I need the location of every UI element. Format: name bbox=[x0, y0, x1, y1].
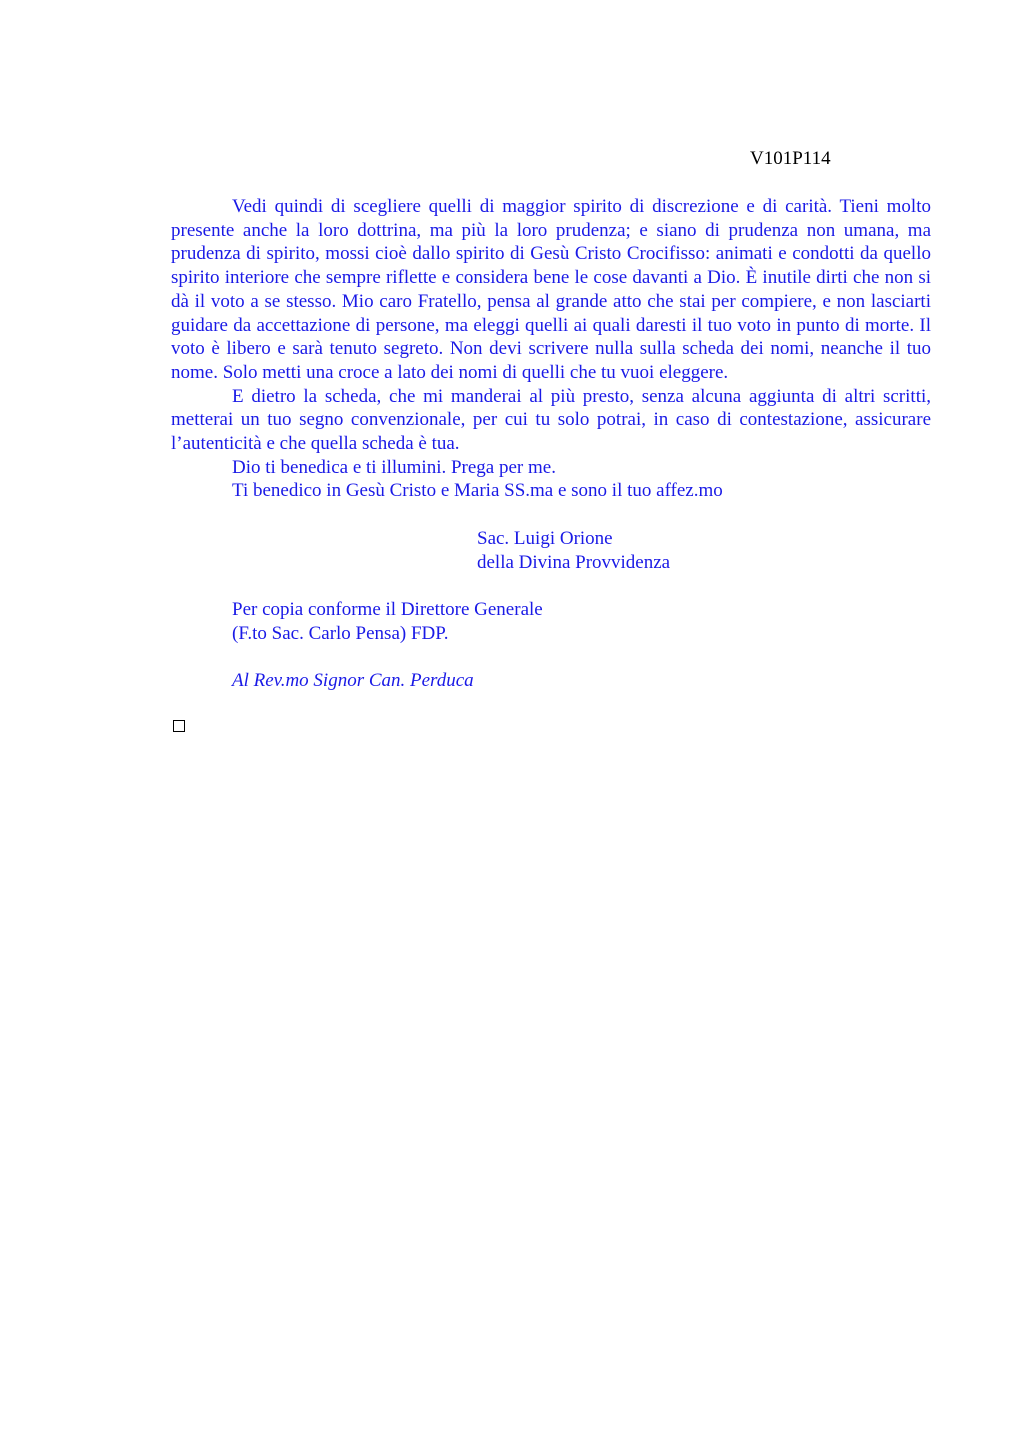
spacer bbox=[171, 645, 931, 669]
addressee: Al Rev.mo Signor Can. Perduca bbox=[232, 670, 474, 692]
letter-body bbox=[171, 195, 931, 693]
paragraph-2: E dietro la scheda, che mi manderai al più presto, senza alcuna aggiunta di altri scritti, metterai un tuo segno convenzionale, per cui tu solo potrai, in caso di contestazione, assicurare l’autenticità e che quella scheda è tua. bbox=[171, 385, 931, 455]
checkbox-square-icon bbox=[173, 720, 185, 732]
page-reference: V101P114 bbox=[750, 148, 831, 169]
signature-title: della Divina Provvidenza bbox=[477, 551, 671, 573]
certification-line-1: Per copia conforme il Direttore Generale bbox=[232, 598, 543, 620]
certification-line-2: (F.to Sac. Carlo Pensa) FDP. bbox=[232, 622, 449, 644]
paragraph-1: Vedi quindi di scegliere quelli di maggior spirito di discrezione e di carità. Tieni molto presente anche la loro dottrina, ma più la loro prudenza; e siano di prudenza non umana, ma prudenza di spirito, mossi cioè dallo spirito di Gesù Cristo Crocifisso: animati e condotti da quello spirito interiore che sempre riflette e considera bene le cose davanti a Dio. È inutile dirti che non si dà il voto a se stesso. Mio caro Fratello, pensa al grande atto che stai per compiere, e non lasciarti guidare da accettazione di persone, ma eleggi quelli ai quali daresti il tuo voto in punto di morte. Il voto è libero e sarà tenuto segreto. Non devi scrivere nulla sulla scheda dei nomi, neanche il tuo nome. Solo metti una croce a lato dei nomi di quelli che tu vuoi eleggere. bbox=[171, 196, 931, 383]
blessing-line-1: Dio ti benedica e ti illumini. Prega per me. bbox=[232, 456, 556, 478]
signature-name: Sac. Luigi Orione bbox=[477, 527, 613, 549]
spacer bbox=[171, 574, 931, 598]
blessing-line-2: Ti benedico in Gesù Cristo e Maria SS.ma e sono il tuo affez.mo bbox=[232, 480, 723, 502]
spacer bbox=[171, 503, 931, 527]
